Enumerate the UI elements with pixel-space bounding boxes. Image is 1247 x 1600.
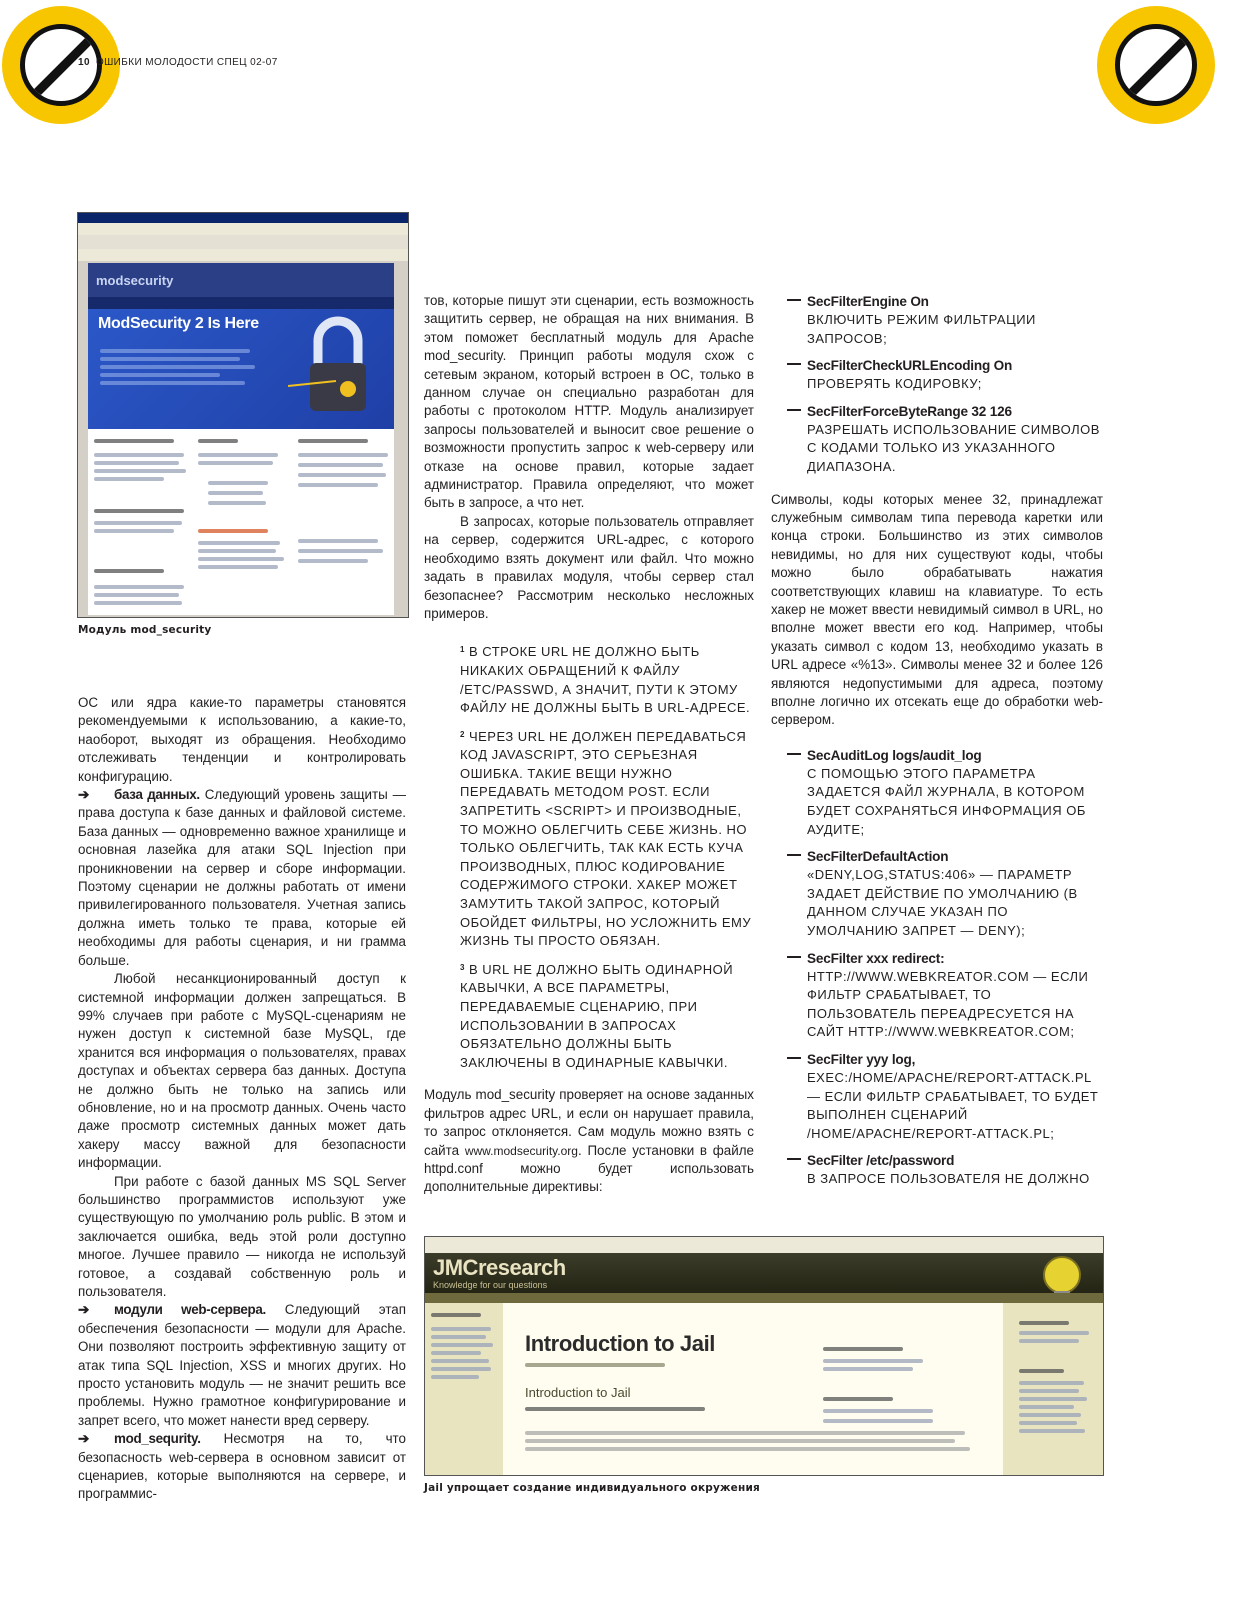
rules-list bbox=[424, 641, 754, 1072]
paragraph: Модуль mod_security проверяет на основе заданных фильтров адрес URL, и если он нарушает правила, то запрос отклоняется. Сам модуль можно взять с сайта www.modsecurity.org. После установки в файле httpd.conf можно будет использовать дополнительные директивы: bbox=[424, 1087, 754, 1195]
paragraph: ➔ mod_sequrity. Несмотря на то, что безопасность web-сервера в основном зависит от сценариев, которые выполняются на сервере, и программис- bbox=[78, 1431, 406, 1502]
directive-item: SecFilter /etc/password В ЗАПРОСЕ ПОЛЬЗОВАТЕЛЯ НЕ ДОЛЖНО bbox=[771, 1151, 1103, 1189]
paragraph: тов, которые пишут эти сценарии, есть возможность защитить сервер, не обращая на них внимания. В этом поможет бесплатный модуль для Apache mod_security. Принцип работы модуля схож с сетевым экраном, который встроен в ОС, только в данном случае он специально разработан для работы с протоколом HTTP. Модуль анализирует запросы пользователей и выносит свое решение о возможности пропустить запрос к web-серверу или отказе на основе правил, которые задает администратор. Правила определяют, что может быть в запросе, а что нет. bbox=[424, 293, 754, 511]
padlock-icon bbox=[288, 311, 388, 426]
figure1-caption: Модуль mod_security bbox=[78, 624, 212, 636]
column-3 bbox=[771, 292, 1103, 1197]
arrow-icon: ➔ bbox=[78, 787, 90, 803]
keyword: модули web-сервера. bbox=[114, 1302, 266, 1318]
header-text: ОШИБКИ МОЛОДОСТИ СПЕЦ 02-07 bbox=[95, 57, 278, 68]
modsecurity-link[interactable]: www.modsecurity.org bbox=[464, 1143, 578, 1158]
page-number: 10 bbox=[78, 57, 90, 68]
no-sign-icon bbox=[1115, 24, 1197, 106]
directive-item: SecFilterDefaultAction «DENY,LOG,STATUS:406» — ПАРАМЕТР ЗАДАЕТ ДЕЙСТВИЕ ПО УМОЛЧАНИЮ (В ДАННОМ СЛУЧАЕ УКАЗАН ПО УМОЛЧАНИЮ ЗАПРЕТ — DENY); bbox=[771, 847, 1103, 940]
directive-item: SecFilterEngine On ВКЛЮЧИТЬ РЕЖИМ ФИЛЬТРАЦИИ ЗАПРОСОВ; bbox=[771, 292, 1103, 348]
arrow-icon: ➔ bbox=[78, 1431, 90, 1447]
paragraph: ➔ база данных. Следующий уровень защиты — права доступа к базе данных и файловой системе. База данных — одновременно важное хранилище и основная лазейка для атаки SQL Injection при проникновении на сервер и сборе информации. Поэтому сценарии не должны работать от имени привилегированного пользователя. Учетная запись должна иметь только те права, которые ей необходимы для работы сценария, и ни грамма больше. bbox=[78, 787, 407, 968]
paragraph: В запросах, которые пользователь отправляет на сервер, содержится URL-адрес, с которого необходимо взять документ или файл. Что можно задать в правилах модуля, чтобы сервер стал безопаснее? Рассмотрим несколько несложных примеров. bbox=[424, 513, 754, 621]
directive-item: SecFilter yyy log, EXEC:/HOME/APACHE/REPORT-ATTACK.PL — ЕСЛИ ФИЛЬТР СРАБАТЫВАЕТ, ТО БУДЕТ ВЫПОЛНЕН СЦЕНАРИЙ /HOME/APACHE/REPORT-ATTACK.PL; bbox=[771, 1050, 1103, 1143]
modsecurity-headline: ModSecurity 2 Is Here bbox=[98, 315, 259, 332]
directive-item: SecAuditLog logs/audit_log С ПОМОЩЬЮ ЭТОГО ПАРАМЕТРА ЗАДАЕТСЯ ФАЙЛ ЖУРНАЛА, В КОТОРОМ БУДЕТ СОХРАНЯТЬСЯ ИНФОРМАЦИЯ ОБ АУДИТЕ; bbox=[771, 746, 1103, 839]
paragraph: Символы, коды которых менее 32, принадлежат служебным символам типа перевода каретки или конца строки. Большинство из этих символов невидимы, но для них существуют коды, чтобы можно было обрабатывать нажатия соответствующих клавиш на клавиатуре. То есть хакер не может ввести невидимый символ в URL, но вполне может ввести его код. Например, чтобы указать символ с кодом 13, необходимо указать в URL адресе «%13». Символы менее 32 и более 126 являются недопустимыми для адреса, поэтому вполне логично их отсекать еще до обработки web-сервером. bbox=[771, 491, 1103, 728]
directive-item: SecFilterForceByteRange 32 126 РАЗРЕШАТЬ ИСПОЛЬЗОВАНИЕ СИМВОЛОВ С КОДАМИ ТОЛЬКО ИЗ УКАЗАННОГО ДИАПАЗОНА. bbox=[771, 402, 1103, 477]
column-1 bbox=[78, 694, 406, 1504]
jail-page-title: Introduction to Jail bbox=[525, 1331, 715, 1356]
keyword: база данных. bbox=[114, 787, 200, 803]
paragraph: Любой несанкционированный доступ к системной информации должен запрещаться. В 99% случаев при работе с MySQL-сценариям не нужен доступ к системной базе MySQL, где хранится вся информация о пользователях, правах доступах и объектах сервера баз данных. Доступа не должно быть не только на запись или обновление, но и на просмотр данных. Очень часто даже просмотр системных данных может дать хакеру массу важной для безопасности информации. bbox=[78, 971, 406, 1171]
paragraph: При работе с базой данных MS SQL Server большинство программистов используют уже существующую по умолчанию роль public. В этом и заключается ошибка, ведь этой роли доступно многое. Лучшее правило — никогда не используй готовое, а создавай собственную роль и пользователя. bbox=[78, 1173, 406, 1299]
jail-screenshot bbox=[424, 1236, 1104, 1476]
directive-item: SecFilter xxx redirect: HTTP://WWW.WEBKREATOR.COM — ЕСЛИ ФИЛЬТР СРАБАТЫВАЕТ, ТО ПОЛЬЗОВАТЕЛЬ ПЕРЕАДРЕСУЕТСЯ НА САЙТ HTTP://WWW.WEBKREATOR.COM; bbox=[771, 949, 1103, 1042]
running-header bbox=[78, 57, 278, 68]
figure2-caption: Jail упрощает создание индивидуального окружения bbox=[424, 1482, 760, 1494]
paragraph: ➔ модули web-сервера. Следующий этап обеспечения безопасности — модули для Apache. Они позволяют построить эффективную защиту от атак типа SQL Injection, XSS и многих других. Но просто установить модуль — не значит решить все проблемы. Нужно грамотное конфигурирование и запрет всего, что может нанести вред серверу. bbox=[78, 1302, 407, 1428]
keyword: mod_sequrity. bbox=[114, 1431, 201, 1447]
directives-list-b bbox=[771, 746, 1103, 1189]
list-item: $^3$ В URL НЕ ДОЛЖНО БЫТЬ ОДИНАРНОЙ КАВЫЧКИ, А ВСЕ ПАРАМЕТРЫ, ПЕРЕДАВАЕМЫЕ СЦЕНАРИЮ, ПРИ ИСПОЛЬЗОВАНИИ В ЗАПРОСАХ ОБЯЗАТЕЛЬНО ДОЛЖНЫ БЫТЬ ЗАКЛЮЧЕНЫ В ОДИНАРНЫЕ КАВЫЧКИ. bbox=[460, 961, 734, 1070]
arrow-icon: ➔ bbox=[78, 1302, 90, 1318]
jmcresearch-tagline: Knowledge for our questions bbox=[433, 1280, 548, 1290]
jail-subtitle: Introduction to Jail bbox=[525, 1385, 631, 1400]
list-item: $^2$ ЧЕРЕЗ URL НЕ ДОЛЖЕН ПЕРЕДАВАТЬСЯ КОД JAVASCRIPT, ЭТО СЕРЬЕЗНАЯ ОШИБКА. ТАКИЕ ВЕЩИ НУЖНО ПЕРЕДАВАТЬ МЕТОДОМ POST. ЕСЛИ ЗАПРЕТИТЬ <SCRIPT> И ПРОИЗВОДНЫЕ, ТО МОЖНО ОБЛЕГЧИТЬ СЕБЕ ЖИЗНЬ. НО ТОЛЬКО ОБЛЕГЧИТЬ, ТАК КАК ЕСТЬ КУЧА ПРОИЗВОДНЫХ, ПЛЮС КОДИРОВАНИЕ СОДЕРЖИМОГО СТРОКИ. ХАКЕР МОЖЕТ ЗАМУТИТЬ ТАКОЙ ЗАПРОС, КОТОРЫЙ ОБОЙДЕТ ФИЛЬТРЫ, НО УСЛОЖНИТЬ ЕМУ ЖИЗНЬ ТЫ ПРОСТО ОБЯЗАН. bbox=[460, 728, 752, 949]
column-2 bbox=[424, 292, 754, 1197]
pdf-xchange-stamp-right[interactable] bbox=[1097, 6, 1215, 124]
modsecurity-screenshot bbox=[77, 212, 409, 618]
list-item: $^1$ В СТРОКЕ URL НЕ ДОЛЖНО БЫТЬ НИКАКИХ ОБРАЩЕНИЙ К ФАЙЛУ /ETC/PASSWD, А ЗНАЧИТ, ПУТИ К ЭТОМУ ФАЙЛУ НЕ ДОЛЖНЫ БЫТЬ В URL-АДРЕСЕ. bbox=[460, 644, 751, 716]
paragraph: ОС или ядра какие-то параметры становятся рекомендуемыми к использованию, а какие-то, наоборот, выходят из обращения. Необходимо отслеживать тенденции и контролировать конфигурацию. bbox=[78, 695, 406, 784]
directive-item: SecFilterCheckURLEncoding On ПРОВЕРЯТЬ КОДИРОВКУ; bbox=[771, 356, 1103, 394]
jmcresearch-logo: JMCresearch bbox=[433, 1255, 566, 1280]
directives-list-a bbox=[771, 292, 1103, 477]
modsecurity-logo: modsecurity bbox=[96, 273, 174, 288]
